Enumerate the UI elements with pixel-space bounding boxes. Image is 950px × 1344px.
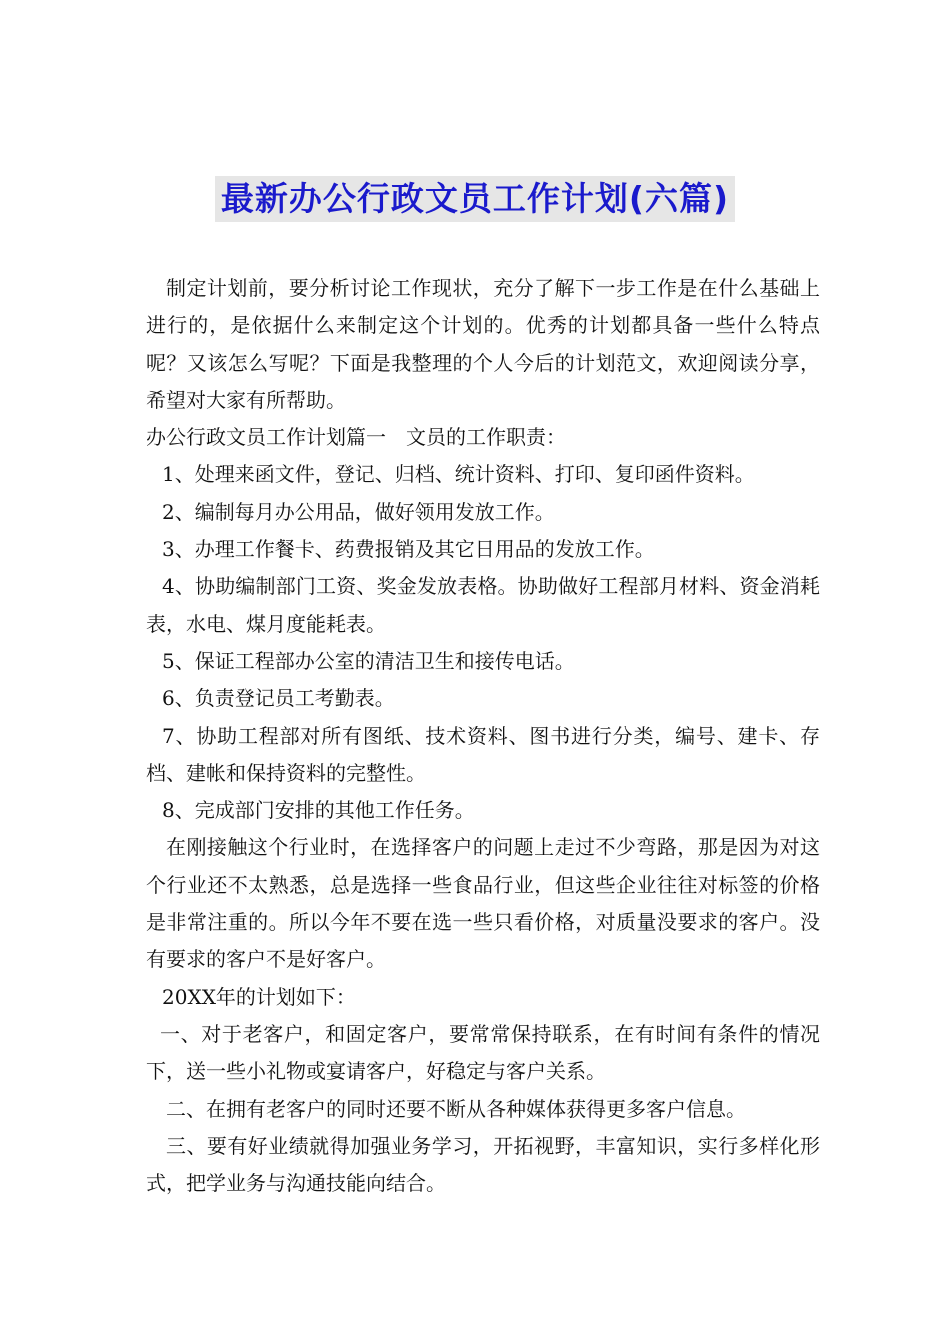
document-title: 最新办公行政文员工作计划(六篇) <box>215 176 735 222</box>
duty-item-5: 5、保证工程部办公室的清洁卫生和接传电话。 <box>162 648 575 673</box>
duty-item-2: 2、编制每月办公用品，做好领用发放工作。 <box>162 499 555 524</box>
duty-item-3: 3、办理工作餐卡、药费报销及其它日用品的发放工作。 <box>162 537 655 562</box>
duty-item-6: 6、负责登记员工考勤表。 <box>162 686 395 711</box>
duty-item-8: 8、完成部门安排的其他工作任务。 <box>162 798 475 823</box>
document-body <box>146 270 820 1202</box>
duty-item-4: 4、协助编制部门工资、奖金发放表格。协助做好工程部月材料、资金消耗表，水电、煤月度能耗表。 <box>146 574 820 636</box>
experience-paragraph: 在刚接触这个行业时，在选择客户的问题上走过不少弯路，那是因为对这个行业还不太熟悉，总是选择一些食品行业，但这些企业往往对标签的价格是非常注重的。所以今年不要在选一些只看价格，对质量没要求的客户。没有要求的客户不是好客户。 <box>146 835 820 972</box>
title-wrap <box>0 176 950 222</box>
plan-heading: 20XX年的计划如下： <box>162 984 356 1009</box>
duty-item-1: 1、处理来函文件，登记、归档、统计资料、打印、复印函件资料。 <box>162 462 755 487</box>
plan-item-1: 一、对于老客户，和固定客户，要常常保持联系，在有时间有条件的情况下，送一些小礼物或宴请客户，好稳定与客户关系。 <box>146 1021 820 1084</box>
duty-item-7: 7、协助工程部对所有图纸、技术资料、图书进行分类，编号、建卡、存档、建帐和保持资料的完整性。 <box>146 723 820 785</box>
section-heading: 办公行政文员工作计划篇一 文员的工作职责： <box>146 425 566 450</box>
plan-item-2: 二、在拥有老客户的同时还要不断从各种媒体获得更多客户信息。 <box>166 1096 746 1121</box>
plan-item-3: 三、要有好业绩就得加强业务学习，开拓视野，丰富知识，实行多样化形式，把学业务与沟通技能向结合。 <box>146 1133 820 1196</box>
intro-paragraph: 制定计划前，要分析讨论工作现状，充分了解下一步工作是在什么基础上进行的，是依据什么来制定这个计划的。优秀的计划都具备一些什么特点呢？又该怎么写呢？下面是我整理的个人今后的计划范文，欢迎阅读分享，希望对大家有所帮助。 <box>146 276 820 412</box>
